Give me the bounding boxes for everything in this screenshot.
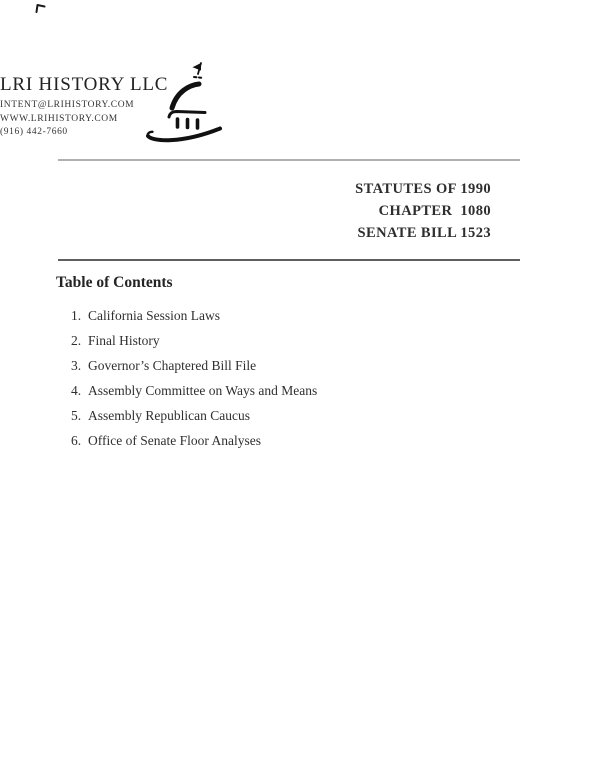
toc-item-number: 1. — [71, 308, 82, 323]
header-divider — [58, 159, 520, 161]
chapter-line: CHAPTER 1080 — [378, 203, 491, 219]
toc-item-office-of-senate-floor-analyses — [0, 428, 600, 453]
toc-title: Table of Contents — [56, 274, 173, 291]
toc-item-label: Final History — [88, 333, 160, 348]
toc-item-label: Assembly Republican Caucus — [88, 408, 250, 423]
toc-item-number: 2. — [71, 333, 82, 348]
reference-divider — [58, 259, 520, 261]
company-name: LRI HISTORY LLC — [0, 74, 169, 95]
toc-item-number: 4. — [71, 383, 82, 398]
company-email: INTENT@LRIHISTORY.COM — [0, 100, 135, 110]
senate-bill-line: SENATE BILL 1523 — [357, 225, 491, 241]
statute-reference-block — [0, 178, 491, 244]
toc-list — [0, 303, 600, 453]
company-website: WWW.LRIHISTORY.COM — [0, 114, 118, 124]
toc-item-number: 6. — [71, 433, 82, 448]
toc-item-assembly-ways-and-means — [0, 378, 600, 403]
scan-artifact-mark-icon — [35, 3, 46, 13]
company-phone: (916) 442-7660 — [0, 127, 68, 137]
toc-item-california-session-laws — [0, 303, 600, 328]
toc-item-label: Assembly Committee on Ways and Means — [88, 383, 318, 398]
toc-item-number: 5. — [71, 408, 82, 423]
toc-item-final-history — [0, 328, 600, 353]
statutes-line: STATUTES OF 1990 — [355, 181, 491, 197]
toc-item-label: California Session Laws — [88, 308, 220, 323]
toc-item-number: 3. — [71, 358, 82, 373]
toc-item-assembly-republican-caucus — [0, 403, 600, 428]
toc-item-label: Governor’s Chaptered Bill File — [88, 358, 257, 373]
toc-item-governors-chaptered-bill-file — [0, 353, 600, 378]
toc-item-label: Office of Senate Floor Analyses — [88, 433, 261, 448]
